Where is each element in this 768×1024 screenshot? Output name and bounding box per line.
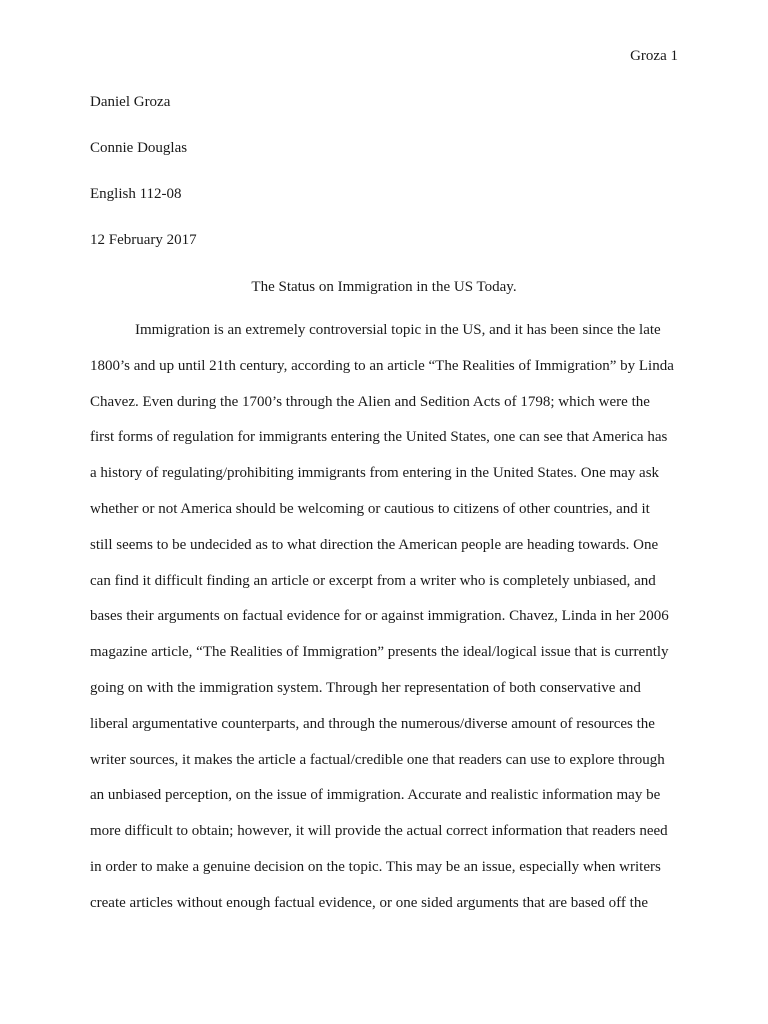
paragraph-line: first forms of regulation for immigrants entering the United States, one can see that America has	[90, 429, 668, 446]
course-name: English 112-08	[90, 186, 182, 202]
paragraph-line: magazine article, “The Realities of Immigration” presents the ideal/logical issue that is currently	[90, 644, 669, 661]
paragraph-line: create articles without enough factual evidence, or one sided arguments that are based off the	[90, 894, 648, 911]
paragraph-line: going on with the immigration system. Through her representation of both conservative and	[90, 679, 641, 696]
paragraph-line: a history of regulating/prohibiting immigrants from entering in the United States. One may ask	[90, 465, 660, 482]
paragraph-line: whether or not America should be welcoming or cautious to citizens of other countries, and it	[90, 500, 650, 517]
essay-title: The Status on Immigration in the US Today.	[251, 279, 517, 295]
paragraph-line: an unbiased perception, on the issue of immigration. Accurate and realistic information may be	[90, 787, 661, 804]
author-name: Daniel Groza	[90, 94, 171, 110]
paragraph-line: can find it difficult finding an article or excerpt from a writer who is completely unbiased, and	[90, 572, 656, 589]
paragraph-line: in order to make a genuine decision on the topic. This may be an issue, especially when writers	[90, 858, 661, 875]
paragraph-line: bases their arguments on factual evidence for or against immigration. Chavez, Linda in her 2006	[90, 608, 669, 625]
paragraph-line: Immigration is an extremely controversial topic in the US, and it has been since the late	[135, 322, 661, 338]
instructor-name: Connie Douglas	[90, 140, 188, 156]
document-date: 12 February 2017	[90, 232, 197, 248]
paragraph-line: more difficult to obtain; however, it will provide the actual correct information that readers need	[90, 823, 668, 840]
paragraph-line: still seems to be undecided as to what direction the American people are heading towards. One	[90, 536, 659, 553]
essay-body	[90, 320, 680, 929]
paragraph-line: writer sources, it makes the article a factual/credible one that readers can use to explore through	[90, 751, 665, 768]
running-header: Groza 1	[630, 48, 678, 64]
paragraph-line: 1800’s and up until 21th century, according to an article “The Realities of Immigration” by Linda	[90, 357, 674, 374]
paragraph-line: liberal argumentative counterparts, and through the numerous/diverse amount of resources the	[90, 715, 655, 732]
paragraph-line: Chavez. Even during the 1700’s through the Alien and Sedition Acts of 1798; which were the	[90, 393, 650, 410]
